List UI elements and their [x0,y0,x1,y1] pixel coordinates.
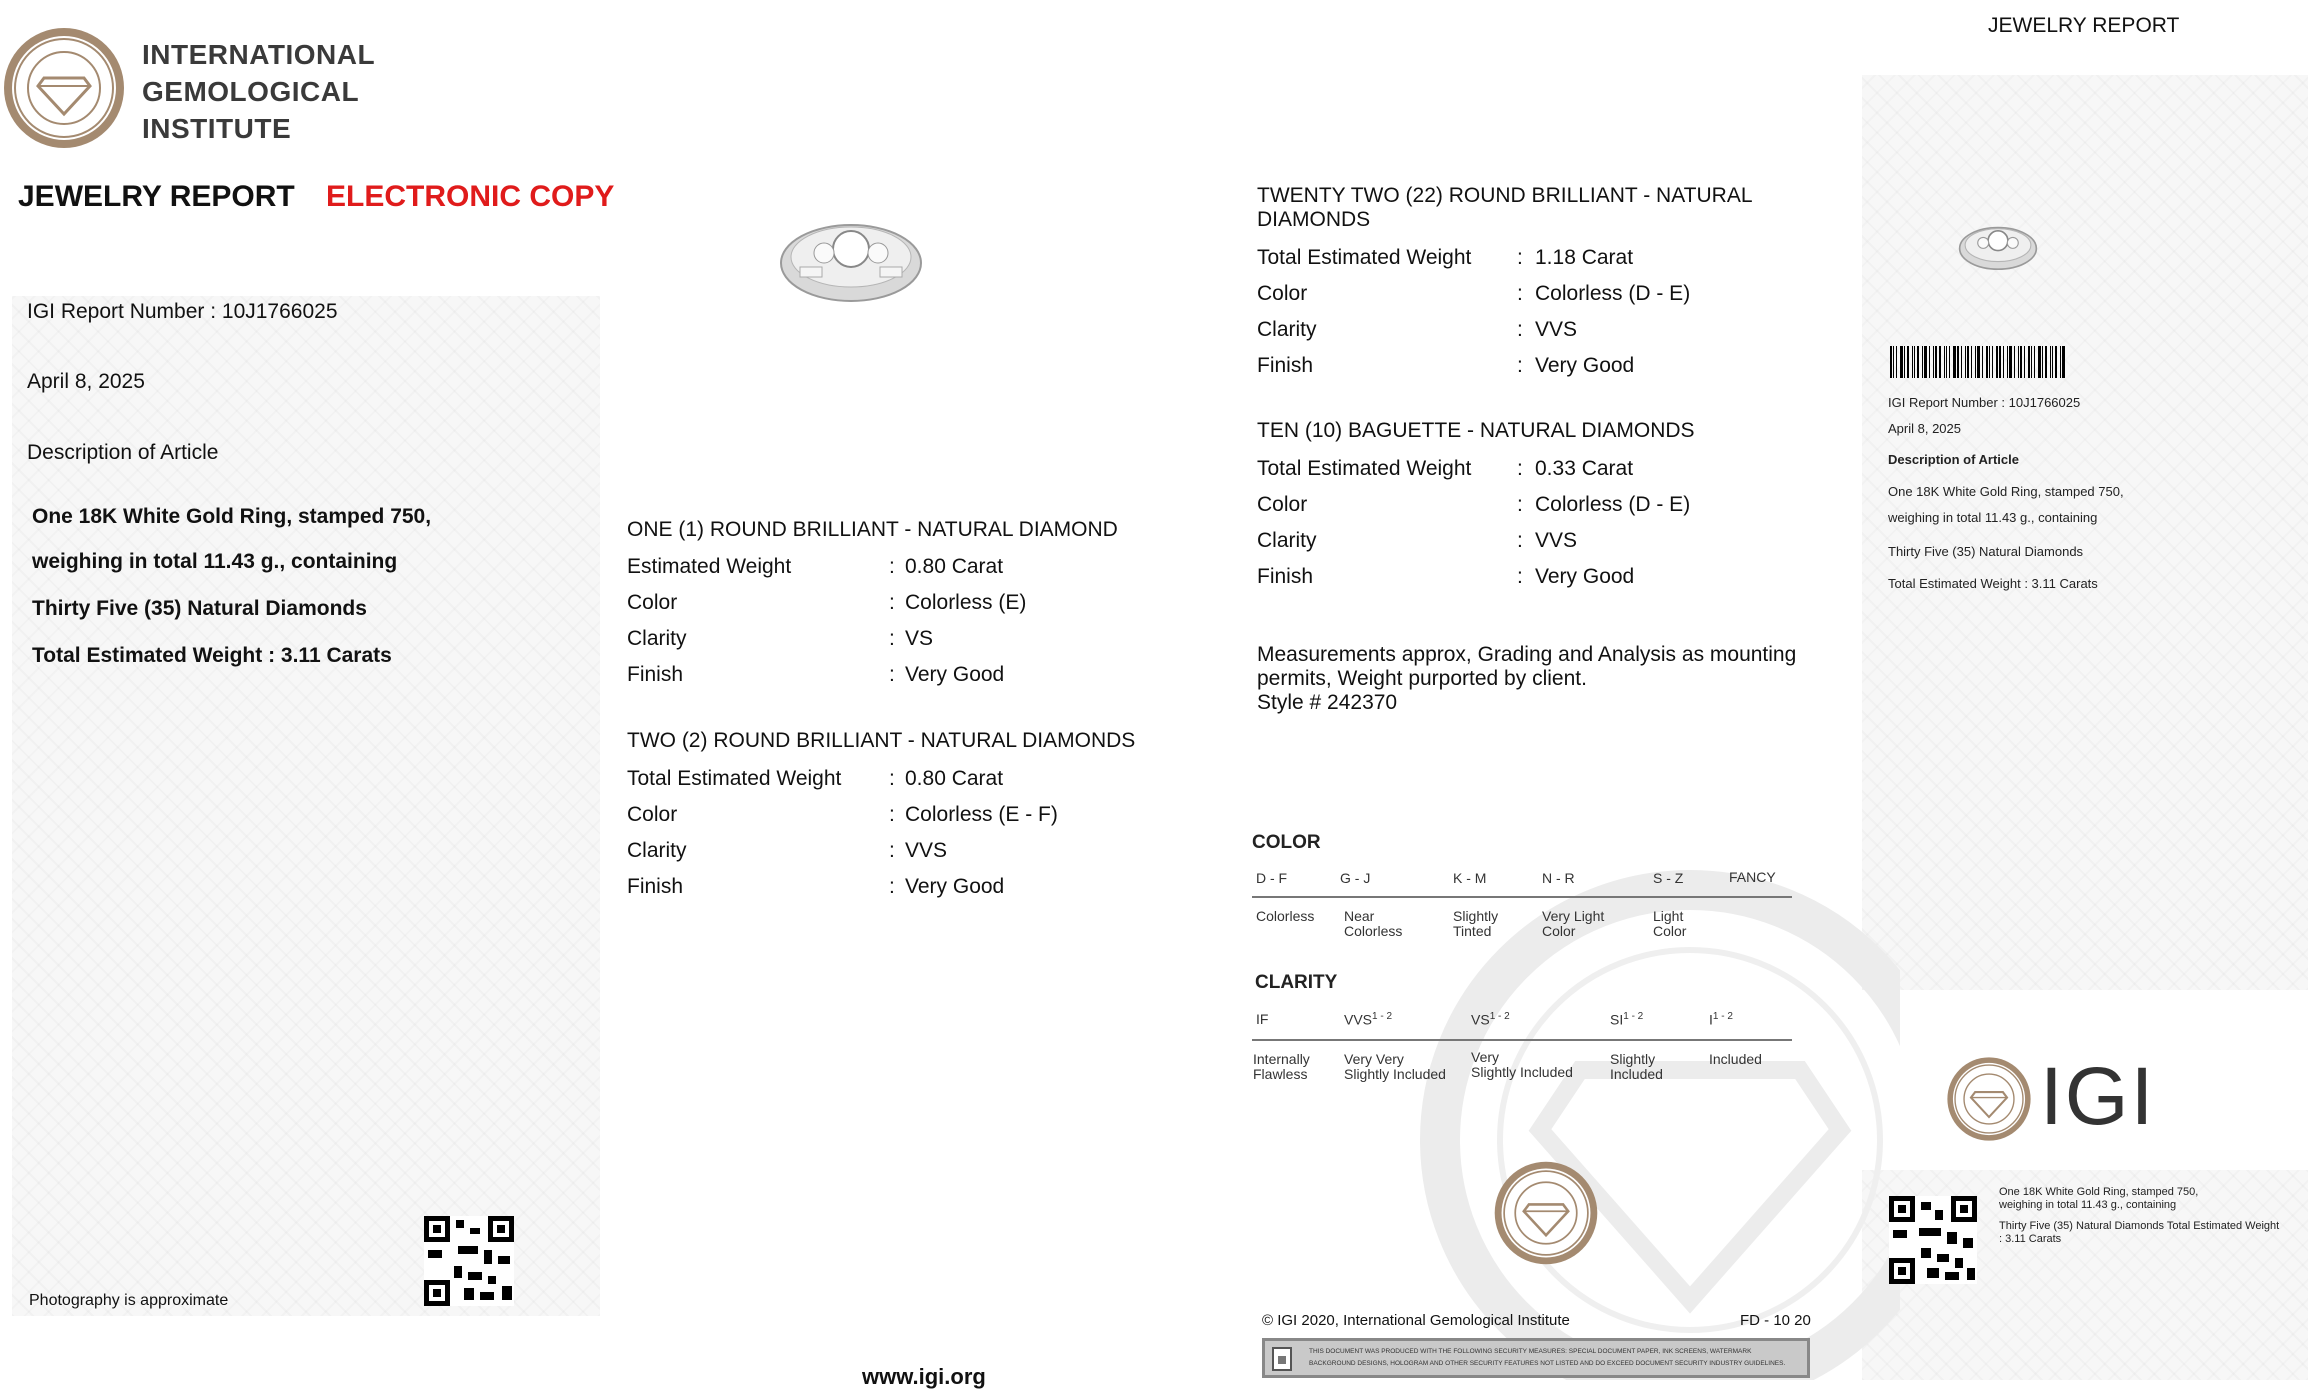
clarity-scale-title: CLARITY [1255,972,1338,993]
form-code: FD - 10 20 [1740,1312,1811,1329]
row-label: Color [1257,282,1308,305]
row-colon: : [1517,354,1523,377]
clarity-desc-i [1709,1052,1762,1067]
logo-line-2: GEMOLOGICAL [142,76,360,107]
section-2-heading: TWO (2) ROUND BRILLIANT - NATURAL DIAMONDS [627,729,1136,752]
row-value: Very Good [905,875,1005,898]
row-colon: : [889,767,895,790]
row-value: 0.80 Carat [905,767,1004,790]
stub-description-line-4: Total Estimated Weight : 3.11 Carats [1888,576,2098,591]
color-desc-line: Near [1344,908,1375,924]
barcode-bar [1935,346,1937,378]
row-colon: : [1517,282,1523,305]
clarity-desc-if [1253,1052,1310,1082]
barcode-bar [1989,346,1990,378]
website-link[interactable]: www.igi.org [862,1364,986,1389]
comments-line-1: Measurements approx, Grading and Analysis as mounting [1257,643,1797,666]
barcode-bar [1957,346,1959,378]
barcode-bar [1965,346,1966,378]
color-desc-line: Colorless [1256,908,1315,924]
stub-barcode [1890,346,2068,378]
color-grade-sz: S - Z [1653,870,1684,886]
clarity-grade-vs [1471,1011,1510,1028]
copyright: © IGI 2020, International Gemological Institute [1262,1312,1570,1329]
color-desc-line: Color [1542,923,1576,939]
clarity-desc-line: Slightly Included [1344,1066,1446,1082]
clarity-desc-line: Slightly [1610,1051,1656,1067]
clarity-grade-base: VVS [1344,1011,1373,1028]
description-line-1: One 18K White Gold Ring, stamped 750, [32,505,432,528]
clarity-grade-if [1256,1011,1268,1027]
security-line-1: THIS DOCUMENT WAS PRODUCED WITH THE FOLLOWING SECURITY MEASURES: SPECIAL DOCUMENT PAPER, INK SCREENS, WATERMARK [1309,1348,1752,1355]
color-desc-near-colorless [1344,909,1402,939]
barcode-bar [1949,346,1950,378]
barcode-bar [1929,346,1930,378]
barcode-bar [2060,346,2061,378]
color-desc-colorless [1256,909,1314,924]
row-value: Colorless (E - F) [905,803,1058,826]
stub-bottom-line-1: One 18K White Gold Ring, stamped 750, [1999,1186,2199,1198]
section-3-heading-line-1: TWENTY TWO (22) ROUND BRILLIANT - NATURAL [1257,184,1753,207]
barcode-bar [1953,346,1956,378]
clarity-grade-sup: 1 - 2 [1372,1011,1393,1022]
row-label: Clarity [627,839,687,862]
barcode-bar [2007,346,2008,378]
barcode-bar [2052,346,2053,378]
row-colon: : [889,627,895,650]
barcode-bar [1893,346,1894,378]
stub-description-line-3: Thirty Five (35) Natural Diamonds [1888,544,2084,559]
color-desc-line: Colorless [1344,923,1403,939]
stub-report-title: JEWELRY REPORT [1988,14,2180,37]
row-label: Total Estimated Weight [1257,246,1472,269]
barcode-bar [1999,346,2001,378]
barcode-bar [2003,346,2004,378]
description-line-3: Thirty Five (35) Natural Diamonds [32,597,367,620]
barcode-bar [1914,346,1915,378]
clarity-desc-si [1610,1052,1663,1082]
row-colon: : [1517,318,1523,341]
barcode-bar [1977,346,1980,378]
row-value: VVS [1535,318,1578,341]
row-colon: : [889,663,895,686]
row-colon: : [889,839,895,862]
logo-wordmark [142,36,375,147]
barcode-bar [2034,346,2035,378]
clarity-desc-line: Included [1610,1066,1663,1082]
stub-ring-photo [1958,215,2038,273]
barcode-bar [1944,346,1945,378]
row-value: 0.33 Carat [1535,457,1634,480]
style-number: Style # 242370 [1257,691,1398,714]
barcode-bar [1982,346,1983,378]
igi-seal-small-icon [1493,1160,1599,1266]
color-grade-df: D - F [1256,870,1288,886]
row-label: Estimated Weight [627,555,792,578]
security-text [1309,1346,1785,1370]
comments-line-2: permits, Weight purported by client. [1257,667,1587,690]
barcode-bar [2045,346,2047,378]
stub-bottom-line-3: Thirty Five (35) Natural Diamonds Total Estimated Weight [1999,1220,2280,1232]
row-colon: : [889,875,895,898]
barcode-bar [1896,346,1897,378]
section-1-heading: ONE (1) ROUND BRILLIANT - NATURAL DIAMOND [627,518,1118,541]
stub-report-number: IGI Report Number : 10J1766025 [1888,395,2081,410]
color-desc-slightly-tinted [1453,909,1498,939]
row-colon: : [1517,493,1523,516]
barcode-bar [1986,346,1988,378]
barcode-bar [1996,346,1998,378]
electronic-copy-label: ELECTRONIC COPY [326,180,615,213]
stub-bottom-line-2: weighing in total 11.43 g., containing [1999,1199,2177,1211]
stub-top-background [1862,75,2308,990]
description-heading: Description of Article [27,441,219,464]
barcode-bar [2020,346,2022,378]
barcode-bar [1946,346,1947,378]
row-value: Colorless (D - E) [1535,282,1691,305]
row-value: Colorless (D - E) [1535,493,1691,516]
barcode-bar [1890,346,1892,378]
barcode-bar [2024,346,2025,378]
barcode-bar [1992,346,1993,378]
qr-code-stub [1889,1196,1977,1284]
color-desc-line: Light [1653,908,1684,924]
barcode-bar [2018,346,2019,378]
row-label: Finish [1257,565,1314,588]
row-label: Finish [1257,354,1314,377]
barcode-bar [2009,346,2012,378]
barcode-bar [2038,346,2041,378]
igi-brand-seal-icon [1946,1056,2032,1142]
row-colon: : [1517,565,1523,588]
color-grade-gj: G - J [1340,870,1371,886]
barcode-bar [1912,346,1913,378]
clarity-grade-base: SI [1610,1011,1624,1028]
clarity-desc-line: Very Very [1344,1051,1404,1067]
qr-code-left [424,1216,514,1306]
row-colon: : [889,803,895,826]
document-icon [1269,1346,1295,1372]
section-3-heading [1257,184,1753,232]
igi-seal-icon [2,26,126,150]
color-desc-very-light [1542,909,1604,939]
barcode-bar [1907,346,1909,378]
barcode-bar [2050,346,2051,378]
security-strip [1262,1338,1810,1378]
report-date: April 8, 2025 [27,370,145,393]
barcode-bar [1967,346,1969,378]
row-label: Clarity [1257,529,1317,552]
logo-line-3: INSTITUTE [142,113,292,144]
row-colon: : [889,591,895,614]
stub-description-line-2: weighing in total 11.43 g., containing [1888,510,2098,525]
barcode-bar [1961,346,1962,378]
row-colon: : [1517,246,1523,269]
logo-line-1: INTERNATIONAL [142,39,376,70]
barcode-bar [1933,346,1934,378]
row-value: Very Good [905,663,1005,686]
barcode-bar [2062,346,2065,378]
report-number: IGI Report Number : 10J1766025 [27,300,338,323]
barcode-bar [1924,346,1927,378]
clarity-grade-sup: 1 - 2 [1712,1011,1733,1022]
barcode-bar [1971,346,1972,378]
row-value: VVS [905,839,948,862]
row-value: Very Good [1535,354,1635,377]
clarity-desc-line: Very [1471,1049,1500,1065]
row-value: Colorless (E) [905,591,1027,614]
row-colon: : [1517,457,1523,480]
igi-brand-text: IGI [2040,1051,2156,1142]
row-label: Total Estimated Weight [627,767,842,790]
clarity-desc-vvs [1344,1052,1446,1082]
barcode-bar [2055,346,2057,378]
color-grade-nr: N - R [1542,870,1575,886]
color-grade-fancy: FANCY [1729,869,1776,885]
row-value: 1.18 Carat [1535,246,1634,269]
report-title: JEWELRY REPORT [18,180,295,213]
row-value: VS [905,627,934,650]
clarity-desc-vs [1471,1050,1573,1080]
stub-bottom-line-4: : 3.11 Carats [1999,1233,2062,1245]
barcode-bar [1904,346,1905,378]
color-desc-line: Color [1653,923,1687,939]
color-desc-line: Tinted [1453,923,1492,939]
row-value: Very Good [1535,565,1635,588]
section-3-heading-line-2: DIAMONDS [1257,208,1371,231]
clarity-grade-base: I [1709,1011,1713,1028]
barcode-bar [1975,346,1976,378]
row-label: Color [1257,493,1308,516]
row-label: Finish [627,663,684,686]
barcode-bar [1939,346,1941,378]
row-label: Total Estimated Weight [1257,457,1472,480]
color-desc-light [1653,909,1686,939]
comments [1257,643,1796,715]
color-grade-km: K - M [1453,870,1487,886]
section-4-heading: TEN (10) BAGUETTE - NATURAL DIAMONDS [1257,419,1695,442]
photo-note: Photography is approximate [29,1292,229,1309]
row-label: Finish [627,875,684,898]
barcode-bar [2028,346,2030,378]
barcode-bar [1922,346,1923,378]
barcode-bar [2014,346,2015,378]
clarity-grade-sup: 1 - 2 [1489,1011,1510,1022]
color-scale-divider [1252,896,1792,898]
row-colon: : [1517,529,1523,552]
clarity-grade-sup: 1 - 2 [1623,1011,1644,1022]
row-label: Color [627,803,678,826]
barcode-bar [1900,346,1903,378]
row-label: Clarity [627,627,687,650]
clarity-grade-vvs [1344,1011,1392,1028]
stub-description-heading: Description of Article [1888,452,2019,467]
security-line-2: BACKGROUND DESIGNS, HOLOGRAM AND OTHER SECURITY FEATURES NOT LISTED AND DO EXCEED DOCUMENT SECURITY INDUSTRY GUIDELINES. [1309,1360,1786,1367]
description-line-2: weighing in total 11.43 g., containing [32,550,398,573]
stub-date: April 8, 2025 [1888,421,1961,436]
clarity-desc-line: Internally [1253,1051,1310,1067]
barcode-bar [1917,346,1919,378]
clarity-desc-line: Included [1709,1051,1762,1067]
clarity-grade-si [1610,1011,1643,1028]
stub-bottom-description [1999,1186,2279,1246]
clarity-scale-divider [1252,1039,1792,1041]
ring-photo [778,205,924,305]
clarity-desc-line: Slightly Included [1471,1064,1573,1080]
color-scale-title: COLOR [1252,832,1321,853]
row-label: Color [627,591,678,614]
stub-description-line-1: One 18K White Gold Ring, stamped 750, [1888,484,2124,499]
row-label: Clarity [1257,318,1317,341]
row-value: 0.80 Carat [905,555,1004,578]
barcode-bar [2042,346,2043,378]
clarity-grade-base: IF [1256,1011,1269,1027]
color-desc-line: Slightly [1453,908,1499,924]
barcode-bar [2031,346,2032,378]
color-desc-line: Very Light [1542,908,1605,924]
clarity-grade-i [1709,1011,1733,1028]
description-line-4: Total Estimated Weight : 3.11 Carats [32,644,392,667]
clarity-desc-line: Flawless [1253,1066,1308,1082]
row-value: VVS [1535,529,1578,552]
row-colon: : [889,555,895,578]
clarity-grade-base: VS [1471,1011,1490,1028]
